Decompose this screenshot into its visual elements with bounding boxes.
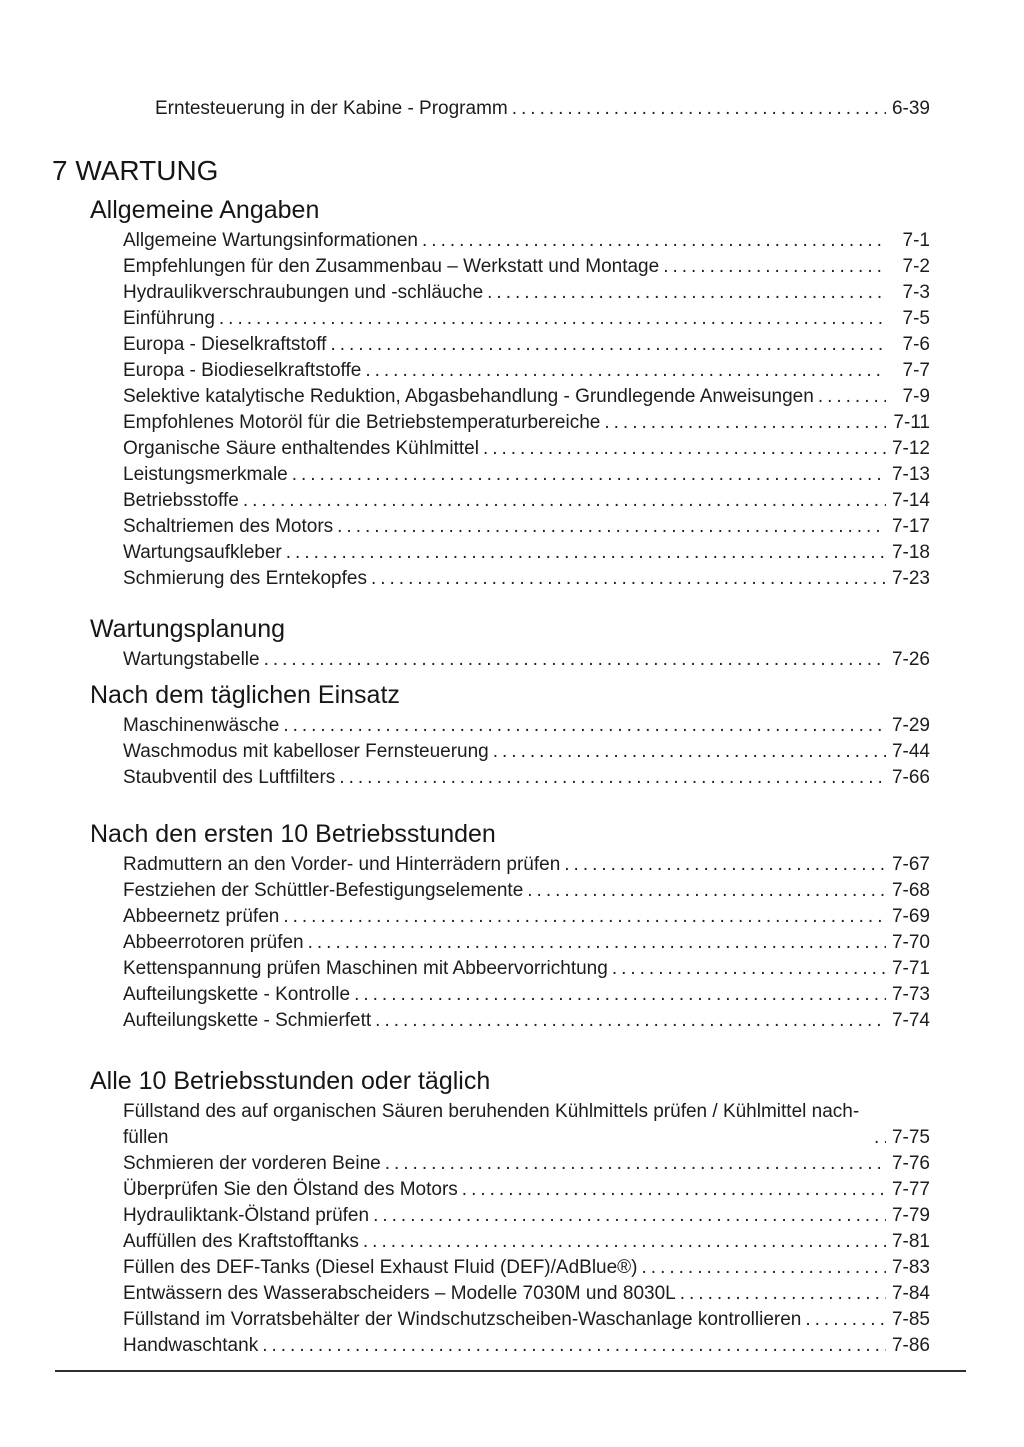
toc-entry-page: 7-86 [891, 1335, 930, 1356]
section-title: Allgemeine Angaben [90, 196, 320, 224]
toc-entry-page: 7-26 [891, 649, 930, 670]
toc-entry-page: 7-29 [891, 715, 930, 736]
toc-entry [123, 1307, 930, 1333]
toc-entry [123, 1151, 930, 1177]
toc-entry-page: 7-74 [891, 1010, 930, 1031]
section-title: Wartungsplanung [90, 615, 286, 643]
toc-entry-label: Organische Säure enthaltendes Kühlmittel [123, 438, 479, 459]
toc-entry [123, 280, 930, 306]
toc-entry [123, 1203, 930, 1229]
dot-leader [422, 228, 886, 254]
toc-entry [123, 713, 930, 739]
toc-entry-label: Hydraulikverschraubungen und -schläuche [123, 282, 484, 303]
toc-entry-page: 7-13 [891, 464, 930, 485]
dot-leader [339, 765, 886, 791]
toc-entry-page: 6-39 [891, 98, 930, 119]
toc-entry-page: 7-17 [891, 516, 930, 537]
toc-entry [123, 956, 930, 982]
toc-entry-page: 7-69 [891, 906, 930, 927]
toc-entry-label: Wartungsaufkleber [123, 542, 282, 563]
toc-section [52, 680, 930, 791]
toc-entry-label: Überprüfen Sie den Ölstand des Motors [123, 1179, 458, 1200]
toc-entry [123, 462, 930, 488]
dot-leader [385, 1151, 886, 1177]
toc-entry-page: 7-2 [902, 256, 930, 277]
toc-entry-label: Betriebsstoffe [123, 490, 239, 511]
toc-entry [123, 904, 930, 930]
dot-leader [604, 410, 886, 436]
chapter-title: 7 WARTUNG [52, 155, 219, 186]
toc-entry [123, 765, 930, 791]
toc-entry-label: Einführung [123, 308, 215, 329]
toc-entry-page: 7-11 [893, 412, 930, 433]
toc-entry-page: 7-71 [891, 958, 930, 979]
toc-entry [123, 1229, 930, 1255]
section-title: Nach den ersten 10 Betriebsstunden [90, 820, 496, 848]
toc-entry [123, 332, 930, 358]
toc-entry-page: 7-85 [891, 1309, 930, 1330]
toc-entry [123, 1333, 930, 1359]
toc-entry-page: 7-9 [902, 386, 930, 407]
toc-entry [123, 540, 930, 566]
toc-entry-label: Füllen des DEF-Tanks (Diesel Exhaust Fluid (DEF)/AdBlue®) [123, 1257, 638, 1278]
toc-entry-page: 7-5 [902, 308, 930, 329]
dot-leader [642, 1255, 886, 1281]
toc-entry-page: 7-7 [902, 360, 930, 381]
toc-entry [155, 96, 930, 122]
toc-entry-label: Europa - Dieselkraftstoff [123, 334, 327, 355]
toc-entry-page: 7-66 [891, 767, 930, 788]
dot-leader [487, 280, 886, 306]
toc-entry [123, 488, 930, 514]
toc-entry [123, 1008, 930, 1034]
dot-leader [264, 647, 886, 673]
toc-entry-page: 7-12 [891, 438, 930, 459]
toc-section [52, 614, 930, 673]
dot-leader [354, 982, 886, 1008]
toc-entry-page: 7-68 [891, 880, 930, 901]
dot-leader [286, 540, 886, 566]
dot-leader [262, 1333, 886, 1359]
toc-entry [123, 384, 930, 410]
dot-leader [337, 514, 886, 540]
toc-entry [123, 306, 930, 332]
dot-leader [527, 878, 886, 904]
toc-entry-label: Abbeerrotoren prüfen [123, 932, 304, 953]
toc-entry-page: 7-1 [902, 230, 930, 251]
dot-leader [283, 904, 886, 930]
toc-entry-label: Füllstand im Vorratsbehälter der Windschutzscheiben-Waschanlage kontrollieren [123, 1309, 802, 1330]
toc-entry [123, 1255, 930, 1281]
toc-entry-page: 7-67 [891, 854, 930, 875]
dot-leader [612, 956, 886, 982]
toc-entry-label: Waschmodus mit kabelloser Fernsteuerung [123, 741, 489, 762]
toc-entry [123, 358, 930, 384]
toc-entry-page: 7-75 [891, 1127, 930, 1148]
toc-entry-label: Radmuttern an den Vorder- und Hinterrädern prüfen [123, 854, 561, 875]
dot-leader [292, 462, 886, 488]
toc-entry-label: Abbeernetz prüfen [123, 906, 280, 927]
dot-leader [365, 358, 886, 384]
toc-entry-label: Hydrauliktank-Ölstand prüfen [123, 1205, 370, 1226]
dot-leader [243, 488, 886, 514]
toc-entry-page: 7-76 [891, 1153, 930, 1174]
dot-leader [375, 1008, 886, 1034]
toc-entry-label: Europa - Biodieselkraftstoffe [123, 360, 362, 381]
dot-leader [219, 306, 886, 332]
toc-entry-label: Erntesteuerung in der Kabine - Programm [155, 98, 508, 119]
toc-entry-label: Staubventil des Luftfilters [123, 767, 336, 788]
toc-sections [52, 195, 930, 1359]
toc-entry [123, 1099, 930, 1151]
toc-entry-label: Festziehen der Schüttler-Befestigungselemente [123, 880, 524, 901]
toc-entry-label: Füllstand des auf organischen Säuren beruhenden Kühlmittels prüfen / Kühlmittel nach-füllen [123, 1101, 860, 1148]
dot-leader [874, 1125, 886, 1151]
toc-entry-label: Empfehlungen für den Zusammenbau – Werkstatt und Montage [123, 256, 660, 277]
dot-leader [308, 930, 886, 956]
toc-entry [123, 1281, 930, 1307]
toc-entry [123, 982, 930, 1008]
dot-leader [283, 713, 886, 739]
dot-leader [680, 1281, 886, 1307]
toc-entry-label: Maschinenwäsche [123, 715, 280, 736]
toc-entry [123, 410, 930, 436]
dot-leader [363, 1229, 886, 1255]
dot-leader [371, 566, 886, 592]
toc-entry-page: 7-81 [891, 1231, 930, 1252]
toc-entry-page: 7-83 [891, 1257, 930, 1278]
toc-entry-page: 7-3 [902, 282, 930, 303]
toc-entry-label: Empfohlenes Motoröl für die Betriebstemperaturbereiche [123, 412, 601, 433]
dot-leader [483, 436, 886, 462]
toc-entry-label: Aufteilungskette - Kontrolle [123, 984, 351, 1005]
toc-entry [123, 228, 930, 254]
toc-entry-label: Entwässern des Wasserabscheiders – Modelle 7030M und 8030L [123, 1283, 676, 1304]
toc-entry-label: Selektive katalytische Reduktion, Abgasbehandlung - Grundlegende Anweisungen [123, 386, 814, 407]
toc-entry [123, 852, 930, 878]
toc-entry-label: Auffüllen des Kraftstofftanks [123, 1231, 359, 1252]
toc-entry-page: 7-6 [902, 334, 930, 355]
toc-entry-page: 7-84 [891, 1283, 930, 1304]
toc-entry-label: Schmieren der vorderen Beine [123, 1153, 381, 1174]
dot-leader [805, 1307, 886, 1333]
toc-entry-page: 7-79 [891, 1205, 930, 1226]
dot-leader [564, 852, 886, 878]
toc-entry [123, 878, 930, 904]
dot-leader [330, 332, 886, 358]
section-title: Nach dem täglichen Einsatz [90, 681, 400, 709]
toc-entry-label: Kettenspannung prüfen Maschinen mit Abbeervorrichtung [123, 958, 608, 979]
dot-leader [818, 384, 886, 410]
toc-entry-page: 7-73 [891, 984, 930, 1005]
toc-entry-label: Aufteilungskette - Schmierfett [123, 1010, 372, 1031]
toc-entry-page: 7-18 [891, 542, 930, 563]
toc-entry [123, 739, 930, 765]
dot-leader [373, 1203, 886, 1229]
toc-entry [123, 566, 930, 592]
toc-entry-label: Wartungstabelle [123, 649, 260, 670]
dot-leader [663, 254, 886, 280]
toc-entry-page: 7-23 [891, 568, 930, 589]
toc-entry-label: Leistungsmerkmale [123, 464, 288, 485]
toc-entry-page: 7-77 [891, 1179, 930, 1200]
toc-entry-label: Allgemeine Wartungsinformationen [123, 230, 419, 251]
bottom-rule [55, 1370, 966, 1372]
toc-section [52, 1066, 930, 1359]
toc-entry [123, 514, 930, 540]
toc-entry [123, 647, 930, 673]
toc-entry [123, 254, 930, 280]
toc-entry-page: 7-44 [891, 741, 930, 762]
dot-leader [493, 739, 886, 765]
toc-entry [123, 930, 930, 956]
toc-entry-page: 7-14 [891, 490, 930, 511]
toc-entry-label: Schaltriemen des Motors [123, 516, 334, 537]
dot-leader [512, 96, 886, 122]
toc-entry [123, 436, 930, 462]
toc-entry-label: Schmierung des Erntekopfes [123, 568, 367, 589]
toc-section [52, 195, 930, 592]
toc-entry-label: Handwaschtank [123, 1335, 259, 1356]
section-title: Alle 10 Betriebsstunden oder täglich [90, 1067, 491, 1095]
toc-entry [123, 1177, 930, 1203]
toc-section [52, 819, 930, 1034]
dot-leader [462, 1177, 886, 1203]
toc-entry-page: 7-70 [891, 932, 930, 953]
